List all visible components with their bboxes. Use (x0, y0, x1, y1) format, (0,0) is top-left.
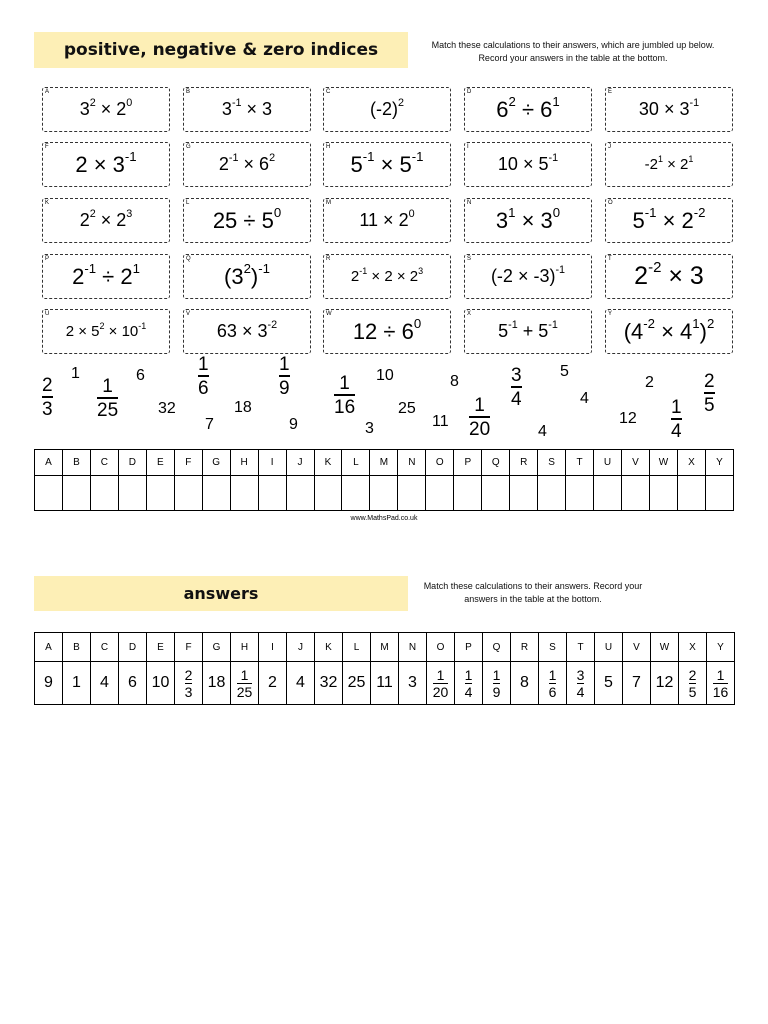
answer-cell-w: 12 (651, 662, 679, 705)
pool-fraction-answer (704, 372, 715, 415)
pool-answer: 11 (432, 413, 449, 430)
numerator: 3 (576, 666, 585, 683)
answer-cell-h (231, 662, 259, 705)
denominator: 9 (492, 684, 501, 701)
answers-header-v: V (623, 633, 651, 662)
answers-table (34, 632, 735, 705)
answers-header-p: P (455, 633, 483, 662)
card-h (323, 142, 451, 187)
card-expression: $12 \div 6^0$ (352, 316, 422, 344)
answer-cell-d: 6 (119, 662, 147, 705)
fraction-bar (279, 375, 290, 377)
numerator: 1 (464, 666, 473, 683)
numerator: 1 (279, 354, 290, 375)
pool-fraction-answer (42, 376, 53, 419)
answers-header-s: S (539, 633, 567, 662)
pool-fraction-answer (671, 398, 682, 441)
card-expression: $30 \times 3^{-1}$ (638, 97, 700, 119)
answer-cell-k: 32 (315, 662, 343, 705)
card-expression: $11 \times 2^0$ (359, 208, 415, 230)
answer-cell-t (567, 662, 595, 705)
answers-header-n: N (399, 633, 427, 662)
card-o (605, 198, 733, 243)
answer-cell-j: 4 (287, 662, 315, 705)
pool-answer: 7 (205, 416, 214, 433)
card-expression: $3^2 \times 2^0$ (79, 97, 133, 119)
card-t (605, 254, 733, 299)
denominator: 6 (548, 684, 557, 701)
denominator: 20 (432, 684, 449, 701)
answers-header-i: I (259, 633, 287, 662)
card-r (323, 254, 451, 299)
pool-fraction-answer (279, 355, 290, 398)
answer-cell-b: 1 (63, 662, 91, 705)
record-header-v: V (622, 450, 650, 476)
record-header-w: W (649, 450, 677, 476)
card-letter-label: R (326, 256, 331, 262)
card-expression: $25 \div 5^0$ (212, 205, 282, 233)
pool-answer: 6 (136, 367, 145, 384)
denominator: 16 (334, 396, 356, 418)
card-expression: $2^{-1} \times 2 \times 2^3$ (350, 265, 424, 285)
answer-cell-o (427, 662, 455, 705)
record-answers-table (34, 449, 734, 511)
answer-cell-n: 3 (399, 662, 427, 705)
denominator: 4 (464, 684, 473, 701)
pool-answer: 4 (580, 390, 589, 407)
card-expression: $2^{-2} \times 3$ (634, 259, 704, 290)
answer-cell-m: 11 (371, 662, 399, 705)
answer-fraction (237, 668, 253, 699)
card-b (183, 87, 311, 132)
card-n (464, 198, 592, 243)
card-letter-label: C (326, 89, 331, 95)
record-header-o: O (426, 450, 454, 476)
record-header-u: U (594, 450, 622, 476)
answers-header-k: K (315, 633, 343, 662)
numerator: 2 (688, 666, 697, 683)
pool-fraction-answer (97, 377, 118, 420)
pool-fraction-answer (511, 366, 522, 409)
numerator: 1 (548, 666, 557, 683)
pool-answer: 32 (158, 400, 176, 417)
record-header-q: Q (482, 450, 510, 476)
numerator: 1 (436, 666, 445, 683)
record-cell-f[interactable] (174, 476, 202, 511)
pool-answer: 2 (645, 374, 654, 391)
record-cell-c[interactable] (90, 476, 118, 511)
denominator: 3 (42, 398, 53, 420)
card-letter-label: K (45, 200, 50, 206)
answer-fraction (689, 668, 697, 699)
record-header-f: F (174, 450, 202, 476)
answer-cell-x (679, 662, 707, 705)
card-d (464, 87, 592, 132)
card-expression: $-2^1 \times 2^1$ (644, 153, 694, 173)
card-expression: $3^{-1} \times 3$ (221, 97, 273, 119)
card-expression: $5^{-1} + 5^{-1}$ (498, 319, 558, 341)
denominator: 4 (511, 388, 522, 410)
fraction-bar (198, 375, 209, 377)
card-w (323, 309, 451, 354)
denominator: 4 (576, 684, 585, 701)
record-cell-j[interactable] (286, 476, 314, 511)
card-expression: $(3^2)^{-1}$ (224, 261, 270, 289)
record-header-g: G (202, 450, 230, 476)
instructions-text: Match these calculations to their answers, which are jumbled up below. Record your answers in the table at the bottom. (431, 40, 715, 63)
card-letter-label: F (45, 144, 49, 150)
record-cell-t[interactable] (566, 476, 594, 511)
card-letter-label: A (45, 89, 50, 95)
card-expression: $5^{-1} \times 5^{-1}$ (350, 149, 424, 177)
answer-cell-r: 8 (511, 662, 539, 705)
record-header-b: B (62, 450, 90, 476)
pool-answer: 9 (289, 416, 298, 433)
pool-answer: 5 (560, 363, 569, 380)
record-header-i: I (258, 450, 286, 476)
record-cell-m[interactable] (370, 476, 398, 511)
fraction-bar (334, 394, 355, 396)
record-cell-e[interactable] (146, 476, 174, 511)
record-header-p: P (454, 450, 482, 476)
card-p (42, 254, 170, 299)
card-letter-label: Y (608, 311, 613, 317)
numerator: 1 (671, 397, 682, 418)
card-a (42, 87, 170, 132)
record-header-r: R (510, 450, 538, 476)
record-cell-p[interactable] (454, 476, 482, 511)
card-l (183, 198, 311, 243)
answer-fraction (549, 668, 557, 699)
card-letter-label: J (608, 144, 611, 150)
denominator: 3 (184, 684, 193, 701)
denominator: 6 (198, 377, 209, 399)
worksheet-title-banner (34, 32, 408, 68)
answers-header-a: A (35, 633, 63, 662)
record-cell-w[interactable] (649, 476, 677, 511)
record-header-m: M (370, 450, 398, 476)
pool-answer: 8 (450, 373, 459, 390)
card-s (464, 254, 592, 299)
record-cell-g[interactable] (202, 476, 230, 511)
fraction-bar (97, 397, 118, 399)
card-m (323, 198, 451, 243)
card-j (605, 142, 733, 187)
denominator: 5 (704, 394, 715, 416)
numerator: 1 (339, 373, 350, 394)
card-letter-label: I (467, 144, 469, 150)
answers-header-c: C (91, 633, 119, 662)
record-cell-u[interactable] (594, 476, 622, 511)
card-letter-label: B (186, 89, 191, 95)
record-cell-s[interactable] (538, 476, 566, 511)
answer-fraction (433, 668, 449, 699)
answer-cell-c: 4 (91, 662, 119, 705)
pool-answer: 4 (538, 423, 547, 440)
card-expression: $(4^{-2} \times 4^1)^2$ (623, 316, 715, 344)
card-expression: $5^{-1} \times 2^{-2}$ (632, 205, 706, 233)
answer-cell-u: 5 (595, 662, 623, 705)
record-header-y: Y (705, 450, 733, 476)
card-letter-label: L (186, 200, 190, 206)
denominator: 4 (671, 420, 682, 442)
numerator: 1 (474, 395, 485, 416)
record-cell-i[interactable] (258, 476, 286, 511)
record-cell-h[interactable] (230, 476, 258, 511)
record-header-j: J (286, 450, 314, 476)
record-cell-r[interactable] (510, 476, 538, 511)
denominator: 9 (279, 377, 290, 399)
answers-title-banner (34, 576, 408, 611)
answers-header-t: T (567, 633, 595, 662)
record-cell-l[interactable] (342, 476, 370, 511)
card-letter-label: M (326, 200, 331, 206)
card-letter-label: G (186, 144, 191, 150)
answers-header-q: Q (483, 633, 511, 662)
record-cell-a[interactable] (35, 476, 63, 511)
card-letter-label: T (608, 256, 612, 262)
answer-fraction (185, 668, 193, 699)
pool-answer: 12 (619, 410, 637, 427)
pool-answer: 1 (71, 365, 80, 382)
card-e (605, 87, 733, 132)
fraction-bar (704, 392, 715, 394)
record-header-t: T (566, 450, 594, 476)
answer-cell-i: 2 (259, 662, 287, 705)
worksheet-title: positive, negative & zero indices (63, 40, 379, 60)
answers-header-r: R (511, 633, 539, 662)
answers-header-j: J (287, 633, 315, 662)
record-header-x: X (677, 450, 705, 476)
card-y (605, 309, 733, 354)
answers-header-g: G (203, 633, 231, 662)
answer-fraction (493, 668, 501, 699)
record-cell-x[interactable] (677, 476, 705, 511)
card-letter-label: Q (186, 256, 191, 262)
card-letter-label: U (45, 311, 50, 317)
card-q (183, 254, 311, 299)
record-header-n: N (398, 450, 426, 476)
answer-cell-f (175, 662, 203, 705)
card-expression: $2 \times 5^2 \times 10^{-1}$ (65, 320, 147, 340)
answer-cell-a: 9 (35, 662, 63, 705)
answers-header-l: L (343, 633, 371, 662)
card-expression: $6^2 \div 6^1$ (496, 94, 560, 122)
record-header-a: A (35, 450, 63, 476)
answers-header-x: X (679, 633, 707, 662)
numerator: 2 (42, 375, 53, 396)
answers-header-o: O (427, 633, 455, 662)
answers-header-m: M (371, 633, 399, 662)
card-expression: $10 \times 5^{-1}$ (497, 152, 559, 174)
record-header-c: C (90, 450, 118, 476)
fraction-bar (469, 416, 490, 418)
answer-cell-p (455, 662, 483, 705)
card-letter-label: X (467, 311, 472, 317)
answers-header-f: F (175, 633, 203, 662)
numerator: 1 (492, 666, 501, 683)
record-cell-k[interactable] (314, 476, 342, 511)
card-expression: $2^{-1} \div 2^1$ (72, 261, 140, 289)
record-cell-q[interactable] (482, 476, 510, 511)
card-expression: $(-2)^2$ (369, 97, 404, 119)
card-letter-label: H (326, 144, 331, 150)
numerator: 2 (184, 666, 193, 683)
card-i (464, 142, 592, 187)
answers-instructions-text: Match these calculations to their answers. Record your answers in the table at the bottom. (423, 581, 643, 604)
card-u (42, 309, 170, 354)
answers-header-u: U (595, 633, 623, 662)
answer-cell-v: 7 (623, 662, 651, 705)
record-cell-d[interactable] (118, 476, 146, 511)
record-header-e: E (146, 450, 174, 476)
denominator: 25 (236, 684, 253, 701)
numerator: 1 (102, 376, 113, 397)
fraction-bar (42, 396, 53, 398)
answers-header-e: E (147, 633, 175, 662)
numerator: 1 (240, 666, 249, 683)
answer-cell-s (539, 662, 567, 705)
card-expression: $63 \times 3^{-2}$ (216, 319, 278, 341)
pool-fraction-answer (334, 374, 355, 417)
card-letter-label: N (467, 200, 472, 206)
answer-fraction (713, 668, 729, 699)
answers-header-w: W (651, 633, 679, 662)
denominator: 25 (97, 399, 119, 421)
record-header-s: S (538, 450, 566, 476)
card-expression: $2^{-1} \times 6^2$ (218, 152, 276, 174)
pool-answer: 10 (376, 367, 394, 384)
denominator: 16 (712, 684, 729, 701)
numerator: 1 (198, 354, 209, 375)
denominator: 20 (469, 418, 491, 440)
record-cell-n[interactable] (398, 476, 426, 511)
record-header-k: K (314, 450, 342, 476)
record-cell-o[interactable] (426, 476, 454, 511)
card-expression: $(-2 \times -3)^{-1}$ (490, 264, 566, 286)
pool-answer: 25 (398, 400, 416, 417)
record-cell-y[interactable] (705, 476, 733, 511)
answers-header-y: Y (707, 633, 735, 662)
card-expression: $3^1 \times 3^0$ (495, 205, 561, 233)
answers-header-d: D (119, 633, 147, 662)
answers-header-h: H (231, 633, 259, 662)
answer-fraction (465, 668, 473, 699)
numerator: 1 (716, 666, 725, 683)
card-letter-label: O (608, 200, 613, 206)
card-g (183, 142, 311, 187)
numerator: 2 (704, 371, 715, 392)
pool-answer: 3 (365, 420, 374, 437)
card-v (183, 309, 311, 354)
answers-title: answers (183, 584, 259, 603)
card-k (42, 198, 170, 243)
card-letter-label: V (186, 311, 191, 317)
answer-cell-q (483, 662, 511, 705)
numerator: 3 (511, 365, 522, 386)
record-header-h: H (230, 450, 258, 476)
pool-fraction-answer (198, 355, 209, 398)
card-f (42, 142, 170, 187)
answers-header-b: B (63, 633, 91, 662)
answer-cell-e: 10 (147, 662, 175, 705)
pool-fraction-answer (469, 396, 490, 439)
record-cell-b[interactable] (62, 476, 90, 511)
card-letter-label: D (467, 89, 472, 95)
card-letter-label: E (608, 89, 613, 95)
pool-answer: 18 (234, 399, 252, 416)
record-cell-v[interactable] (622, 476, 650, 511)
fraction-bar (511, 386, 522, 388)
answer-cell-g: 18 (203, 662, 231, 705)
answer-cell-l: 25 (343, 662, 371, 705)
answer-fraction (577, 668, 585, 699)
denominator: 5 (688, 684, 697, 701)
record-header-l: L (342, 450, 370, 476)
card-letter-label: W (326, 311, 332, 317)
card-expression: $2^2 \times 2^3$ (79, 208, 133, 230)
card-letter-label: P (45, 256, 50, 262)
card-letter-label: S (467, 256, 472, 262)
record-header-d: D (118, 450, 146, 476)
card-c (323, 87, 451, 132)
fraction-bar (671, 418, 682, 420)
footer-url: www.MathsPad.co.uk (350, 515, 418, 522)
card-expression: $2 \times 3^{-1}$ (75, 149, 137, 177)
card-x (464, 309, 592, 354)
answer-cell-y (707, 662, 735, 705)
